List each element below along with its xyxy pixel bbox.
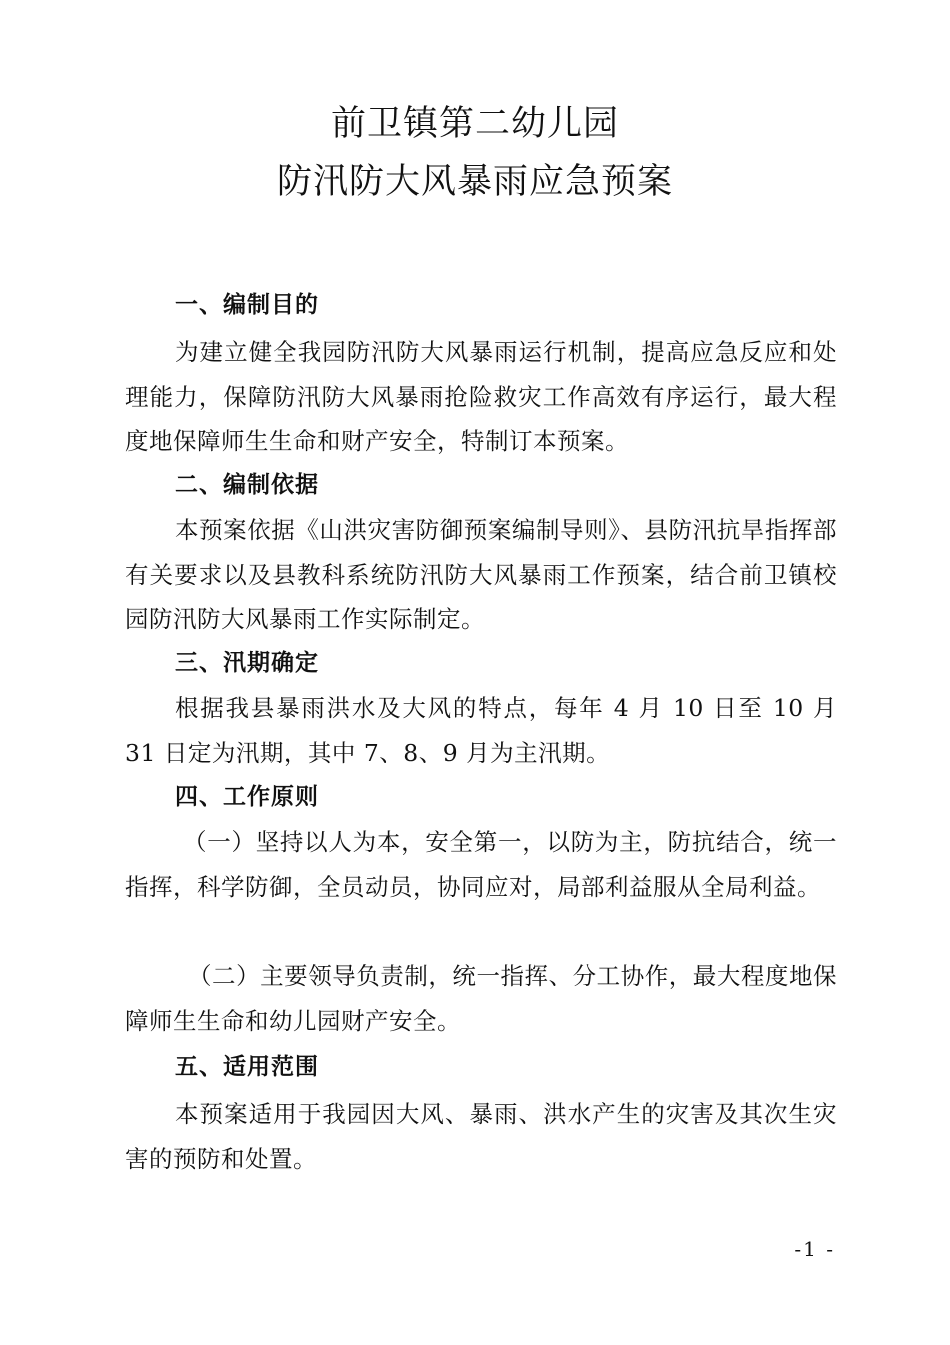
section-heading-purpose: 一、编制目的 — [175, 292, 319, 318]
section-heading-principles: 四、工作原则 — [175, 784, 319, 810]
section-heading-flood-season: 三、汛期确定 — [175, 650, 319, 676]
document-title-line-1: 前卫镇第二幼儿园 — [330, 104, 619, 144]
document-title-line-2: 防汛防大风暴雨应急预案 — [276, 162, 673, 202]
section-paragraph-flood-season: 根据我县暴雨洪水及大风的特点，每年 4 月 10 日至 10 月 31 日定为汛期，其中 7、8、9 月为主汛期。 — [125, 694, 837, 767]
section-heading-basis: 二、编制依据 — [175, 472, 319, 498]
section-heading-scope: 五、适用范围 — [175, 1054, 319, 1080]
section-paragraph-basis: 本预案依据《山洪灾害防御预案编制导则》、县防汛抗旱指挥部有关要求以及县教科系统防汛防大风暴雨工作预案，结合前卫镇校园防汛防大风暴雨工作实际制定。 — [125, 516, 837, 633]
section-paragraph-scope: 本预案适用于我园因大风、暴雨、洪水产生的灾害及其次生灾害的预防和处置。 — [125, 1100, 837, 1173]
section-paragraph-purpose: 为建立健全我园防汛防大风暴雨运行机制，提高应急反应和处理能力，保障防汛防大风暴雨抢险救灾工作高效有序运行，最大程度地保障师生生命和财产安全，特制订本预案。 — [125, 338, 837, 455]
page-number: -1 - — [794, 1237, 835, 1261]
section-paragraph-principle-2: （二）主要领导负责制，统一指挥、分工协作，最大程度地保障师生生命和幼儿园财产安全。 — [125, 962, 837, 1035]
section-paragraph-principle-1: （一）坚持以人为本，安全第一，以防为主，防抗结合，统一指挥，科学防御，全员动员，协同应对，局部利益服从全局利益。 — [125, 828, 837, 901]
